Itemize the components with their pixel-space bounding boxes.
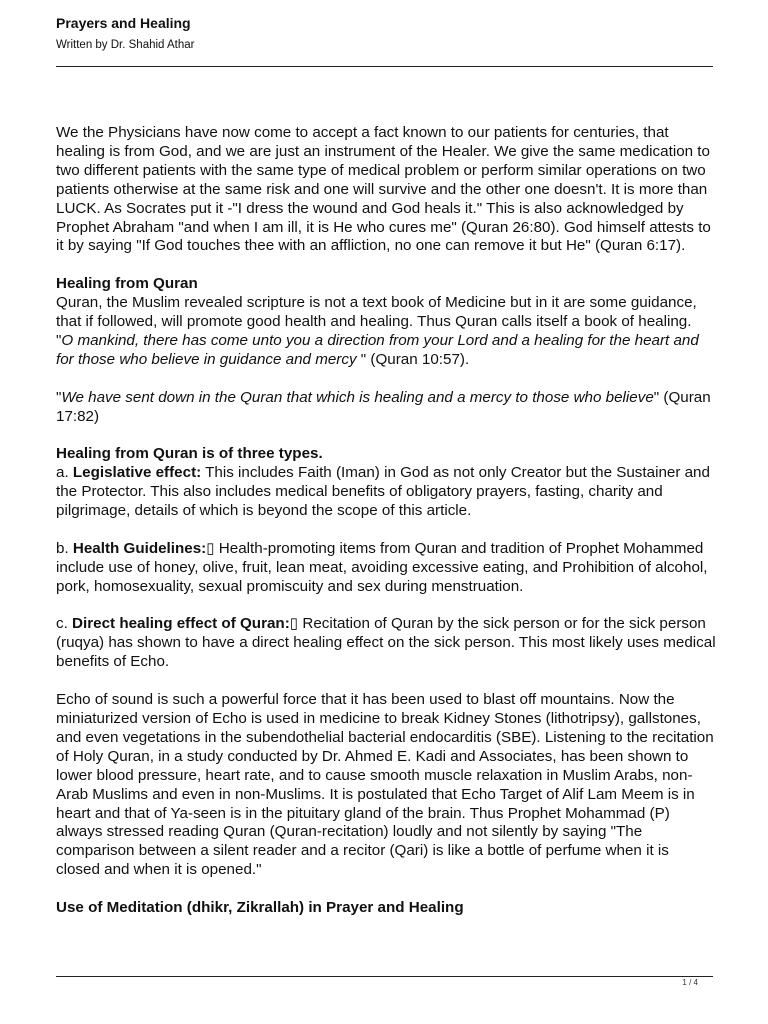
quote2-text: We have sent down in the Quran that which is healing and a mercy to those who believe (61, 388, 654, 406)
echo-paragraph: Echo of sound is such a powerful force that it has been used to blast off mountains. Now the miniaturized version of Echo is used in medicine to break Kidney Stones (lithotripsy), gallstones, and even vegetations in the subendothelial bacterial endocarditis (SBE). Listening to the recitation of Holy Quran, in a study conducted by Dr. Ahmed E. Kadi and Associates, has been shown to lower blood pressure, heart rate, and to cause smooth muscle relaxation in Muslim Arabs, non-Arab Muslims and even in non-Muslims. It is postulated that Echo Target of Alif Lam Meem is in heart and that of Ya-seen is in the pituitary gland of the brain. Thus Prophet Mohammad (P) always stressed reading Quran (Quran-recitation) loudly and not silently by saying "The comparison between a silent reader and a recitor (Qari) is like a bottle of perfume when it is closed and when it is opened." (56, 691, 714, 879)
page-number: 1 / 4 (682, 978, 698, 987)
document-title: Prayers and Healing (56, 15, 191, 31)
type-c-paragraph (56, 615, 716, 672)
healing-from-quran-paragraph (56, 294, 716, 370)
quote2-reference: " (Quran 17:82) (56, 388, 711, 425)
type-a-label: Legislative effect: (72, 464, 202, 482)
type-c-label: Direct healing effect of Quran: (72, 615, 290, 633)
quote2-open: " (56, 388, 62, 406)
author-line: Written by Dr. Shahid Athar (56, 39, 195, 51)
type-c-text: ▯ Recitation of Quran by the sick person or for the sick person (ruqya) has shown to have a direct healing effect on the sick person. This most likely uses medical benefits of Echo. (56, 615, 716, 671)
type-b-text: ▯ Health-promoting items from Quran and tradition of Prophet Mohammed include use of honey, olive, fruit, lean meat, avoiding excessive eating, and Prohibition of alcohol, pork, homosexuality, sexual promiscuity and sex during menstruation. (56, 539, 708, 595)
quote1-text: O mankind, there has come unto you a direction from your Lord and a healing for the heart and for those who believe in guidance and mercy (56, 331, 699, 368)
type-a-paragraph (56, 464, 716, 521)
quote1-reference: " (Quran 10:57). (356, 350, 470, 368)
type-b-paragraph (56, 540, 716, 597)
type-c-prefix: c. (56, 615, 73, 633)
header-divider (56, 66, 713, 67)
type-b-prefix: b. (56, 539, 73, 557)
page-header (56, 14, 712, 52)
healing-from-quran-text: Quran, the Muslim revealed scripture is not a text book of Medicine but in it are some guidance, that if followed, will promote good health and healing. Thus Quran calls itself a book of healing. (56, 294, 697, 331)
type-b-label: Health Guidelines: (72, 539, 207, 557)
footer-divider (56, 976, 713, 977)
type-a-prefix: a. (56, 464, 73, 482)
article-body (56, 124, 716, 918)
section-heading-meditation: Use of Meditation (dhikr, Zikrallah) in Prayer and Healing (56, 899, 464, 917)
type-a-text: This includes Faith (Iman) in God as not only Creator but the Sustainer and the Protector. This also includes medical benefits of obligatory prayers, fasting, charity and pilgrimage, details of which is beyond the scope of this article. (56, 464, 710, 520)
intro-paragraph: We the Physicians have now come to accept a fact known to our patients for centuries, that healing is from God, and we are just an instrument of the Healer. We give the same medication to two different patients with the same type of medical problem or perform similar operations on two patients otherwise at the same risk and one will survive and the other one doesn't. It is more than LUCK. As Socrates put it -"I dress the wound and God heals it." This is also acknowledged by Prophet Abraham "and when I am ill, it is He who cures me" (Quran 26:80). God himself attests to it by saying "If God touches thee with an affliction, no one can remove it but He" (Quran 6:17). (56, 124, 711, 255)
quote2-paragraph (56, 389, 716, 427)
quote1-open: " (56, 331, 62, 349)
section-heading-three-types: Healing from Quran is of three types. (56, 445, 323, 463)
section-heading-healing-from-quran: Healing from Quran (56, 275, 198, 293)
